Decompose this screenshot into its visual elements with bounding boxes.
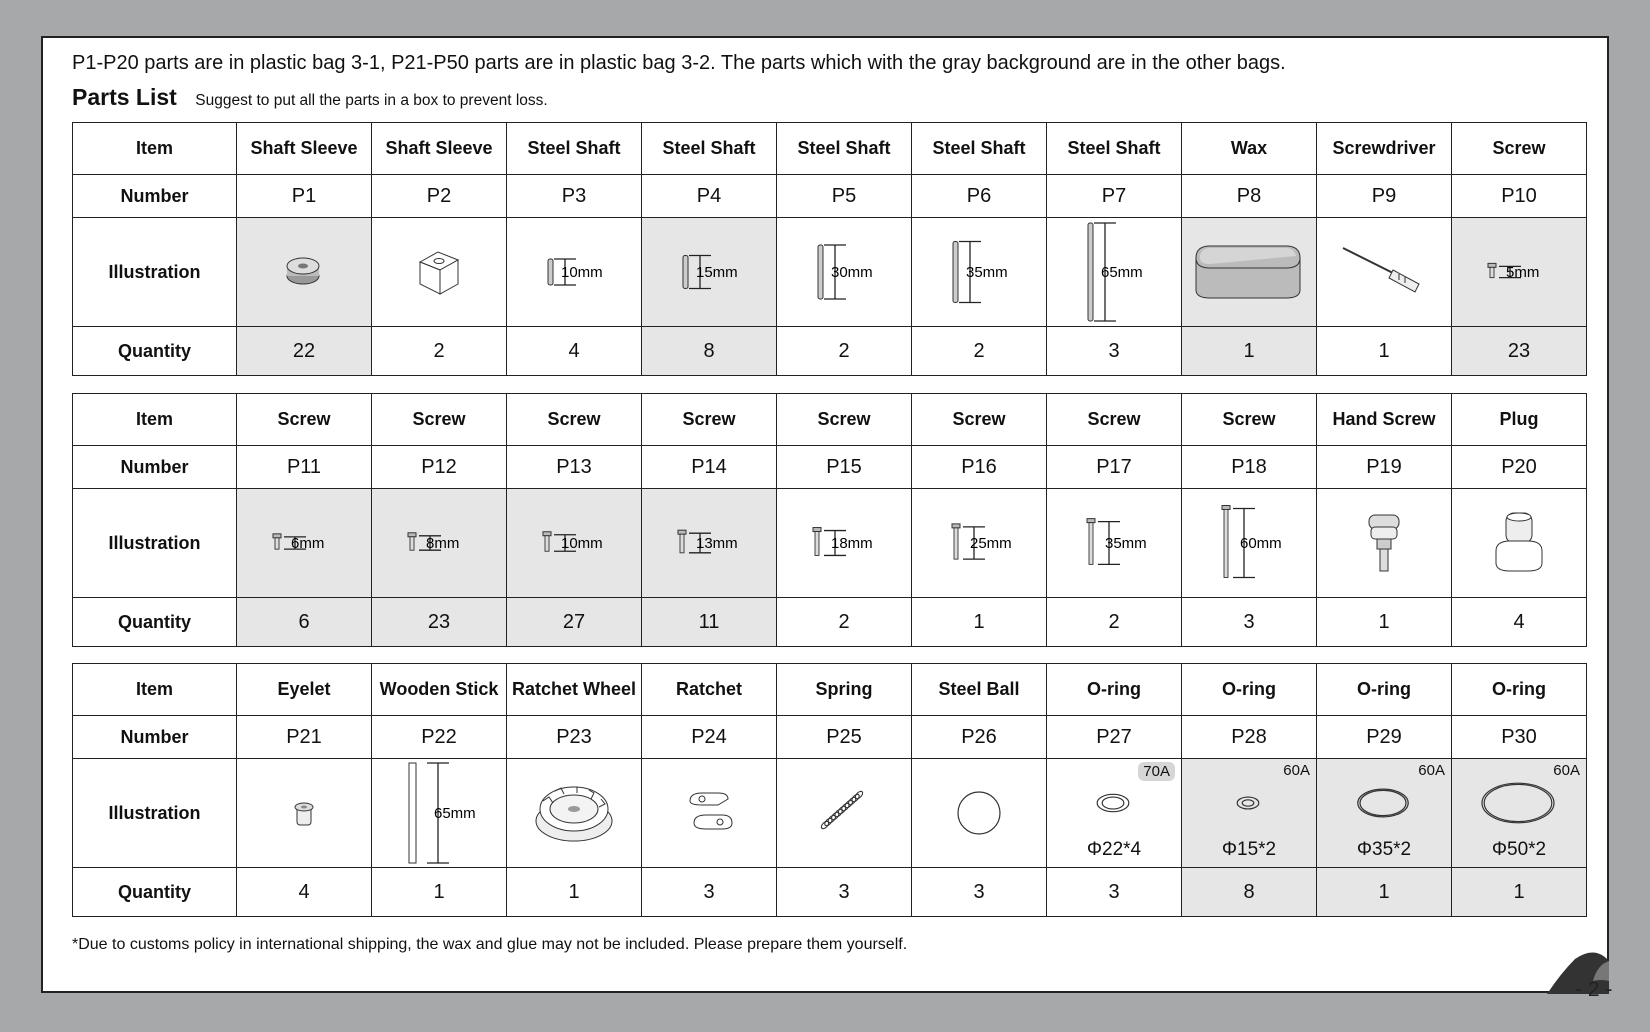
part-name: Screw (237, 394, 372, 446)
part-name: Ratchet (642, 664, 777, 716)
footnote: *Due to customs policy in international shipping, the wax and glue may not be included. Please prepare them yourself. (72, 936, 908, 953)
ratchet-wheel-icon (507, 759, 641, 867)
part-illustration (777, 489, 912, 598)
part-quantity: 2 (1047, 598, 1182, 647)
screwdriver-icon (1317, 218, 1451, 326)
part-name: O-ring (1047, 664, 1182, 716)
part-number: P10 (1452, 175, 1587, 218)
part-quantity: 4 (237, 868, 372, 917)
svg-text:25mm: 25mm (970, 535, 1012, 552)
part-illustration (642, 489, 777, 598)
part-illustration (912, 218, 1047, 327)
o-ring-hardness: 70A (1138, 762, 1175, 781)
steel-shaft-icon (642, 218, 776, 326)
part-quantity: 23 (372, 598, 507, 647)
part-quantity: 8 (642, 327, 777, 376)
part-number: P30 (1452, 716, 1587, 759)
part-quantity: 1 (1452, 868, 1587, 917)
part-number: P6 (912, 175, 1047, 218)
square-sleeve-icon (372, 218, 506, 326)
part-quantity: 2 (777, 327, 912, 376)
title-row (72, 84, 548, 111)
part-number: P16 (912, 446, 1047, 489)
part-quantity: 6 (237, 598, 372, 647)
part-illustration (1452, 218, 1587, 327)
screw-icon (1047, 489, 1181, 597)
parts-table-1 (72, 122, 1587, 376)
part-number: P24 (642, 716, 777, 759)
part-name: Screw (1047, 394, 1182, 446)
part-quantity: 8 (1182, 868, 1317, 917)
steel-ball-icon (912, 759, 1046, 867)
parts-table-3 (72, 663, 1587, 917)
part-illustration (237, 759, 372, 868)
part-name: Steel Shaft (777, 123, 912, 175)
svg-text:10mm: 10mm (561, 535, 603, 552)
part-illustration (1317, 759, 1452, 868)
intro-text: P1-P20 parts are in plastic bag 3-1, P21-P50 parts are in plastic bag 3-2. The parts which with the gray background are in the other bags. (72, 52, 1286, 74)
part-illustration (912, 489, 1047, 598)
row-label-illustration: Illustration (73, 759, 237, 868)
part-quantity: 1 (507, 868, 642, 917)
svg-text:6mm: 6mm (291, 535, 325, 552)
part-quantity: 1 (1317, 598, 1452, 647)
part-number: P5 (777, 175, 912, 218)
part-quantity: 1 (372, 868, 507, 917)
part-name: Screw (912, 394, 1047, 446)
part-quantity: 1 (1182, 327, 1317, 376)
part-quantity: 3 (777, 868, 912, 917)
part-quantity: 4 (507, 327, 642, 376)
svg-text:35mm: 35mm (966, 264, 1008, 281)
part-name: Screw (1182, 394, 1317, 446)
svg-text:10mm: 10mm (561, 264, 603, 281)
part-number: P26 (912, 716, 1047, 759)
part-number: P29 (1317, 716, 1452, 759)
part-number: P28 (1182, 716, 1317, 759)
row-label-quantity: Quantity (73, 327, 237, 376)
part-name: Screw (777, 394, 912, 446)
manual-page (41, 36, 1609, 993)
part-illustration (1182, 759, 1317, 868)
part-name: Screwdriver (1317, 123, 1452, 175)
part-illustration (372, 218, 507, 327)
part-name: Steel Shaft (507, 123, 642, 175)
screw-icon (912, 489, 1046, 597)
row-label-item: Item (73, 664, 237, 716)
o-ring-hardness: 60A (1283, 762, 1310, 779)
part-illustration (912, 759, 1047, 868)
row-label-illustration: Illustration (73, 489, 237, 598)
svg-text:30mm: 30mm (831, 264, 873, 281)
svg-text:15mm: 15mm (696, 264, 738, 281)
part-name: Plug (1452, 394, 1587, 446)
part-illustration (1452, 759, 1587, 868)
part-number: P12 (372, 446, 507, 489)
part-illustration (1047, 489, 1182, 598)
steel-shaft-icon (777, 218, 911, 326)
row-illustration (73, 489, 1587, 598)
steel-shaft-icon (912, 218, 1046, 326)
part-quantity: 3 (912, 868, 1047, 917)
part-number: P3 (507, 175, 642, 218)
svg-text:35mm: 35mm (1105, 535, 1147, 552)
part-number: P2 (372, 175, 507, 218)
part-illustration (237, 489, 372, 598)
part-illustration (1452, 489, 1587, 598)
row-item (73, 394, 1587, 446)
part-name: Steel Ball (912, 664, 1047, 716)
part-name: Steel Shaft (642, 123, 777, 175)
part-illustration (1047, 759, 1182, 868)
spring-icon (777, 759, 911, 867)
row-label-quantity: Quantity (73, 868, 237, 917)
part-quantity: 2 (777, 598, 912, 647)
part-illustration (372, 759, 507, 868)
steel-shaft-icon (507, 218, 641, 326)
part-illustration (1182, 218, 1317, 327)
row-label-item: Item (73, 123, 237, 175)
o-ring-size: Φ22*4 (1086, 839, 1142, 860)
part-quantity: 1 (1317, 327, 1452, 376)
svg-text:5mm: 5mm (1506, 264, 1540, 281)
part-number: P8 (1182, 175, 1317, 218)
part-quantity: 27 (507, 598, 642, 647)
part-name: O-ring (1182, 664, 1317, 716)
part-name: Hand Screw (1317, 394, 1452, 446)
part-number: P18 (1182, 446, 1317, 489)
part-quantity: 3 (1047, 868, 1182, 917)
part-illustration (1047, 218, 1182, 327)
part-name: Spring (777, 664, 912, 716)
wooden-stick-icon (372, 759, 506, 867)
svg-text:13mm: 13mm (696, 535, 738, 552)
part-number: P9 (1317, 175, 1452, 218)
page-title: Parts List (72, 84, 177, 110)
part-number: P11 (237, 446, 372, 489)
row-illustration (73, 218, 1587, 327)
o-ring-size: Φ15*2 (1221, 839, 1277, 860)
part-name: O-ring (1452, 664, 1587, 716)
part-name: Screw (642, 394, 777, 446)
screw-icon (1182, 489, 1316, 597)
part-quantity: 2 (912, 327, 1047, 376)
part-quantity: 2 (372, 327, 507, 376)
part-number: P22 (372, 716, 507, 759)
screw-icon (372, 489, 506, 597)
part-number: P25 (777, 716, 912, 759)
shaft-sleeve-icon (237, 218, 371, 326)
row-item (73, 664, 1587, 716)
row-item (73, 123, 1587, 175)
row-label-quantity: Quantity (73, 598, 237, 647)
part-illustration (507, 218, 642, 327)
part-illustration (1317, 489, 1452, 598)
screw-icon (642, 489, 776, 597)
part-quantity: 1 (1317, 868, 1452, 917)
plug-icon (1452, 489, 1586, 597)
part-name: Shaft Sleeve (372, 123, 507, 175)
row-label-illustration: Illustration (73, 218, 237, 327)
part-number: P4 (642, 175, 777, 218)
part-number: P17 (1047, 446, 1182, 489)
part-number: P13 (507, 446, 642, 489)
part-quantity: 3 (1182, 598, 1317, 647)
row-number (73, 446, 1587, 489)
row-quantity (73, 598, 1587, 647)
part-quantity: 3 (642, 868, 777, 917)
part-name: Screw (1452, 123, 1587, 175)
o-ring-hardness: 60A (1553, 762, 1580, 779)
part-number: P23 (507, 716, 642, 759)
part-quantity: 4 (1452, 598, 1587, 647)
part-illustration (507, 759, 642, 868)
part-illustration (507, 489, 642, 598)
row-label-number: Number (73, 446, 237, 489)
svg-text:8mm: 8mm (426, 535, 460, 552)
screw-icon (1452, 218, 1586, 326)
part-name: Eyelet (237, 664, 372, 716)
part-name: O-ring (1317, 664, 1452, 716)
part-name: Wooden Stick (372, 664, 507, 716)
part-illustration (372, 489, 507, 598)
part-quantity: 23 (1452, 327, 1587, 376)
part-illustration (642, 218, 777, 327)
part-number: P7 (1047, 175, 1182, 218)
o-ring-size: Φ50*2 (1491, 839, 1547, 860)
svg-text:18mm: 18mm (831, 535, 873, 552)
part-quantity: 22 (237, 327, 372, 376)
part-quantity: 1 (912, 598, 1047, 647)
svg-text:60mm: 60mm (1240, 535, 1282, 552)
part-name: Wax (1182, 123, 1317, 175)
parts-table-2 (72, 393, 1587, 647)
part-quantity: 11 (642, 598, 777, 647)
part-illustration (777, 759, 912, 868)
page-subtitle: Suggest to put all the parts in a box to prevent loss. (195, 92, 548, 109)
part-name: Screw (507, 394, 642, 446)
row-quantity (73, 327, 1587, 376)
part-number: P15 (777, 446, 912, 489)
o-ring-hardness: 60A (1418, 762, 1445, 779)
part-illustration (777, 218, 912, 327)
part-quantity: 3 (1047, 327, 1182, 376)
svg-text:65mm: 65mm (1101, 264, 1143, 281)
row-number (73, 716, 1587, 759)
page-number: - 2 - (1575, 978, 1613, 1001)
part-name: Ratchet Wheel (507, 664, 642, 716)
part-name: Steel Shaft (912, 123, 1047, 175)
part-number: P1 (237, 175, 372, 218)
row-illustration (73, 759, 1587, 868)
part-illustration (1182, 489, 1317, 598)
part-number: P14 (642, 446, 777, 489)
screw-icon (507, 489, 641, 597)
part-illustration (237, 218, 372, 327)
part-name: Steel Shaft (1047, 123, 1182, 175)
row-label-number: Number (73, 175, 237, 218)
part-number: P20 (1452, 446, 1587, 489)
row-label-number: Number (73, 716, 237, 759)
part-illustration (642, 759, 777, 868)
hand-screw-icon (1317, 489, 1451, 597)
part-name: Screw (372, 394, 507, 446)
row-quantity (73, 868, 1587, 917)
part-illustration (1317, 218, 1452, 327)
svg-text:65mm: 65mm (434, 805, 476, 822)
eyelet-icon (237, 759, 371, 867)
part-number: P19 (1317, 446, 1452, 489)
steel-shaft-icon (1047, 218, 1181, 326)
screw-icon (237, 489, 371, 597)
wax-bar-icon (1182, 218, 1316, 326)
row-number (73, 175, 1587, 218)
part-number: P21 (237, 716, 372, 759)
ratchet-icon (642, 759, 776, 867)
row-label-item: Item (73, 394, 237, 446)
part-name: Shaft Sleeve (237, 123, 372, 175)
part-number: P27 (1047, 716, 1182, 759)
screw-icon (777, 489, 911, 597)
o-ring-size: Φ35*2 (1356, 839, 1412, 860)
